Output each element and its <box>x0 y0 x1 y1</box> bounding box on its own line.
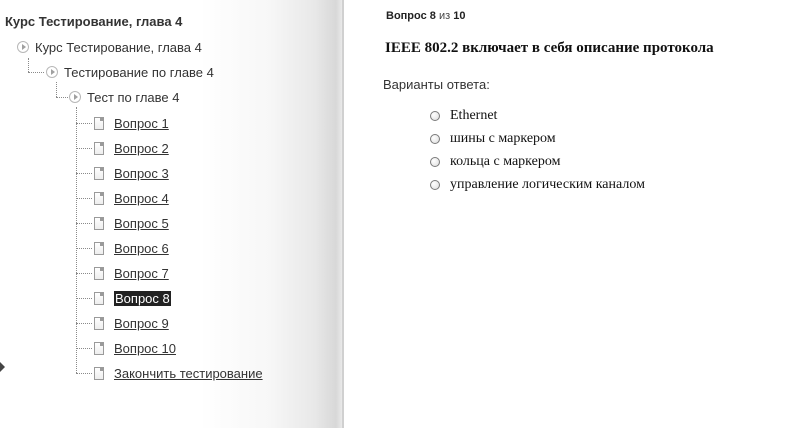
list-item-question-3[interactable] <box>94 164 169 182</box>
tree-node-chapter[interactable] <box>46 63 214 81</box>
progress-current: 8 <box>429 10 436 22</box>
tree-connector <box>76 298 92 299</box>
answer-option-4[interactable] <box>430 176 645 194</box>
radio-button[interactable] <box>430 180 440 190</box>
radio-button[interactable] <box>430 157 440 167</box>
answers-label: Варианты ответа: <box>383 77 490 92</box>
question-link-active[interactable]: Вопрос 8 <box>115 290 170 306</box>
tree-connector <box>76 348 92 349</box>
tree-node-course-label: Курс Тестирование, глава 4 <box>35 39 202 55</box>
question-link[interactable]: Вопрос 4 <box>114 190 169 206</box>
finish-test-link[interactable]: Закончить тестирование <box>114 365 263 381</box>
tree-node-test-label: Тест по главе 4 <box>87 89 180 105</box>
tree-connector <box>76 373 92 374</box>
play-circle-icon <box>46 66 58 78</box>
page-icon <box>94 217 104 230</box>
tree-connector <box>76 107 77 373</box>
question-link[interactable]: Вопрос 6 <box>114 240 169 256</box>
radio-button[interactable] <box>430 134 440 144</box>
progress-of: из <box>438 10 451 22</box>
page-icon <box>94 192 104 205</box>
navigation-tree-pane <box>0 0 344 428</box>
answer-option-2[interactable] <box>430 130 556 148</box>
tree-connector <box>28 58 29 72</box>
page-icon <box>94 342 104 355</box>
tree-connector <box>56 97 68 98</box>
answer-option-label: кольца с маркером <box>450 154 561 169</box>
list-item-question-8[interactable] <box>94 289 171 307</box>
list-item-question-1[interactable] <box>94 114 169 132</box>
list-item-question-9[interactable] <box>94 314 169 332</box>
answer-option-label: шины с маркером <box>450 131 556 146</box>
tree-node-course[interactable] <box>17 38 202 56</box>
tree-connector <box>76 148 92 149</box>
tree-connector <box>76 248 92 249</box>
page-icon <box>94 142 104 155</box>
tree-node-test[interactable] <box>69 88 180 106</box>
tree-connector <box>76 323 92 324</box>
question-text: IEEE 802.2 включает в себя описание протокола <box>385 40 714 56</box>
pane-edge-arrow-icon <box>0 362 5 372</box>
answer-option-1[interactable] <box>430 107 497 125</box>
question-link[interactable]: Вопрос 1 <box>114 115 169 131</box>
list-item-finish[interactable] <box>94 364 263 382</box>
page-icon <box>94 117 104 130</box>
page-icon <box>94 292 104 305</box>
page-icon <box>94 367 104 380</box>
play-circle-icon <box>69 91 81 103</box>
progress-prefix: Вопрос <box>386 10 427 22</box>
question-link[interactable]: Вопрос 9 <box>114 315 169 331</box>
pane-divider[interactable] <box>342 0 344 428</box>
tree-connector <box>76 223 92 224</box>
answer-option-3[interactable] <box>430 153 560 171</box>
tree-connector <box>76 123 92 124</box>
answer-option-label: Ethernet <box>450 108 498 123</box>
page-icon <box>94 317 104 330</box>
radio-button[interactable] <box>430 111 440 121</box>
list-item-question-7[interactable] <box>94 264 169 282</box>
list-item-question-2[interactable] <box>94 139 169 157</box>
tree-connector <box>76 273 92 274</box>
page-icon <box>94 242 104 255</box>
sidebar-title: Курс Тестирование, глава 4 <box>5 14 183 29</box>
question-link[interactable]: Вопрос 7 <box>114 265 169 281</box>
tree-connector <box>28 72 44 73</box>
question-link[interactable]: Вопрос 10 <box>114 340 176 356</box>
list-item-question-6[interactable] <box>94 239 169 257</box>
progress-total: 10 <box>453 10 466 22</box>
tree-connector <box>76 173 92 174</box>
tree-node-chapter-label: Тестирование по главе 4 <box>64 64 214 80</box>
page-icon <box>94 167 104 180</box>
question-link[interactable]: Вопрос 5 <box>114 215 169 231</box>
list-item-question-4[interactable] <box>94 189 169 207</box>
play-circle-icon <box>17 41 29 53</box>
question-progress <box>386 10 465 22</box>
page-icon <box>94 267 104 280</box>
question-link[interactable]: Вопрос 3 <box>114 165 169 181</box>
question-link[interactable]: Вопрос 2 <box>114 140 169 156</box>
list-item-question-5[interactable] <box>94 214 169 232</box>
tree-connector <box>56 82 57 97</box>
answer-option-label: управление логическим каналом <box>450 177 645 192</box>
tree-connector <box>76 198 92 199</box>
list-item-question-10[interactable] <box>94 339 176 357</box>
